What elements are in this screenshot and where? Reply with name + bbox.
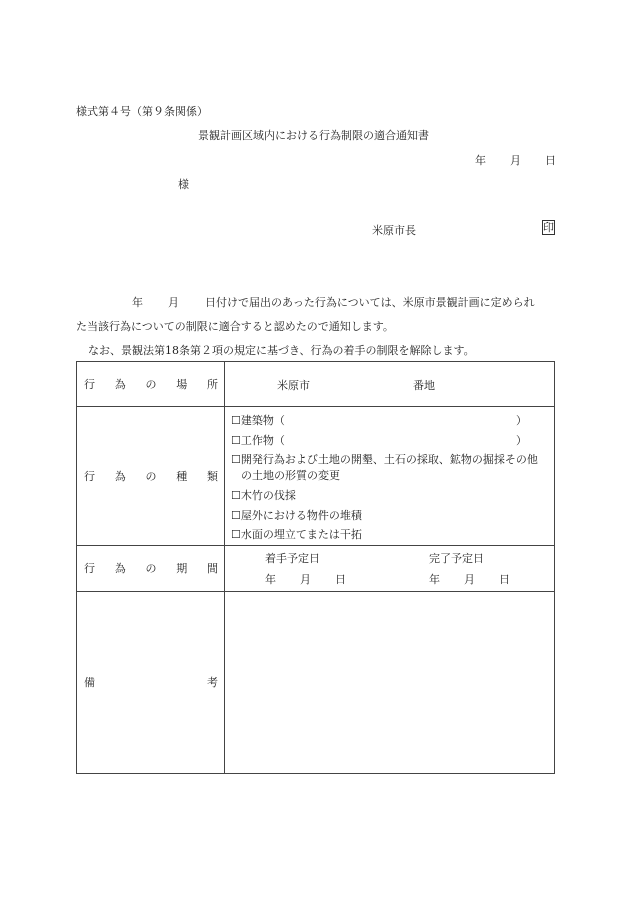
label-char: 考 — [207, 676, 218, 689]
table-row-kind — [77, 407, 555, 546]
body-line-1-text: 日付けで届出のあった行為については、米原市景観計画に定められ — [205, 296, 535, 309]
kind-option-development[interactable] — [231, 450, 554, 486]
seal-mark: 印 — [543, 221, 554, 234]
date-month: 月 — [510, 154, 521, 167]
form-number: 様式第４号（第９条関係） — [76, 105, 208, 118]
end-day: 日 — [499, 572, 510, 586]
body-line-1 — [132, 294, 535, 310]
body-line-2: た当該行為についての制限に適合すると認めたので通知します。 — [76, 320, 394, 333]
date-day: 日 — [545, 154, 556, 167]
period-value-cell[interactable] — [225, 545, 555, 591]
kind-label — [77, 407, 225, 546]
kind-option-label: ☐建築物（ — [231, 414, 285, 427]
start-year: 年 — [265, 572, 276, 586]
label-char: 為 — [114, 562, 126, 575]
label-char: の — [145, 378, 157, 391]
place-city: 米原市 — [277, 379, 310, 392]
closing-paren: ） — [516, 433, 527, 447]
kind-option-timber[interactable] — [231, 486, 554, 506]
label-char: の — [145, 562, 157, 575]
label-char: 行 — [84, 469, 95, 483]
label-char: 為 — [114, 469, 126, 483]
table-row-remarks — [77, 591, 555, 773]
place-value-cell[interactable] — [225, 362, 555, 407]
kind-option-label: ☐屋外における物件の堆積 — [231, 508, 362, 522]
closing-paren: ） — [516, 414, 527, 427]
start-date-fields — [265, 571, 346, 587]
kind-option-label-cont: の土地の形質の変更 — [241, 469, 340, 482]
period-label — [77, 545, 225, 591]
end-year: 年 — [429, 572, 440, 586]
addressee-suffix: 様 — [178, 178, 189, 191]
label-char: 期 — [176, 562, 188, 575]
label-char: 所 — [207, 378, 218, 391]
label-char: 為 — [114, 378, 126, 391]
kind-options-cell — [225, 407, 555, 546]
label-char: 類 — [207, 469, 218, 483]
place-label — [77, 362, 225, 407]
body-month: 月 — [168, 296, 179, 309]
kind-option-label: ☐工作物（ — [231, 433, 285, 447]
label-char: 場 — [176, 378, 188, 391]
kind-option-label: ☐水面の埋立てまたは干拓 — [231, 528, 362, 541]
kind-option-label: ☐開発行為および土地の開墾、土石の採取、鉱物の掘採その他 — [231, 453, 538, 466]
issuer-name: 米原市長 — [372, 224, 416, 237]
table-row-place — [77, 362, 555, 407]
end-date-label: 完了予定日 — [429, 551, 484, 565]
issue-date — [475, 152, 556, 168]
start-date-label: 着手予定日 — [265, 551, 320, 565]
label-char: 種 — [176, 469, 188, 483]
kind-option-label: ☐木竹の伐採 — [231, 489, 296, 502]
start-day: 日 — [335, 572, 346, 586]
start-month: 月 — [300, 572, 311, 586]
place-banchi: 番地 — [413, 379, 435, 392]
table-row-period — [77, 545, 555, 591]
end-month: 月 — [464, 572, 475, 586]
label-char: 行 — [84, 562, 95, 575]
date-year: 年 — [475, 154, 486, 167]
label-char: 備 — [84, 676, 95, 689]
label-char: 間 — [207, 562, 218, 575]
kind-option-structure[interactable] — [231, 431, 554, 451]
label-char: 行 — [84, 378, 95, 391]
notice-table — [76, 361, 555, 774]
document-title: 景観計画区域内における行為制限の適合通知書 — [198, 129, 429, 142]
body-line-3: なお、景観法第18条第２項の規定に基づき、行為の着手の制限を解除します。 — [88, 344, 475, 357]
remarks-value-cell[interactable] — [225, 591, 555, 773]
body-year: 年 — [132, 296, 143, 309]
kind-option-reclamation[interactable] — [231, 525, 554, 545]
remarks-label — [77, 591, 225, 773]
kind-option-building[interactable] — [231, 411, 554, 431]
kind-option-stockpile[interactable] — [231, 506, 554, 526]
label-char: の — [145, 469, 157, 483]
end-date-fields — [429, 571, 510, 587]
